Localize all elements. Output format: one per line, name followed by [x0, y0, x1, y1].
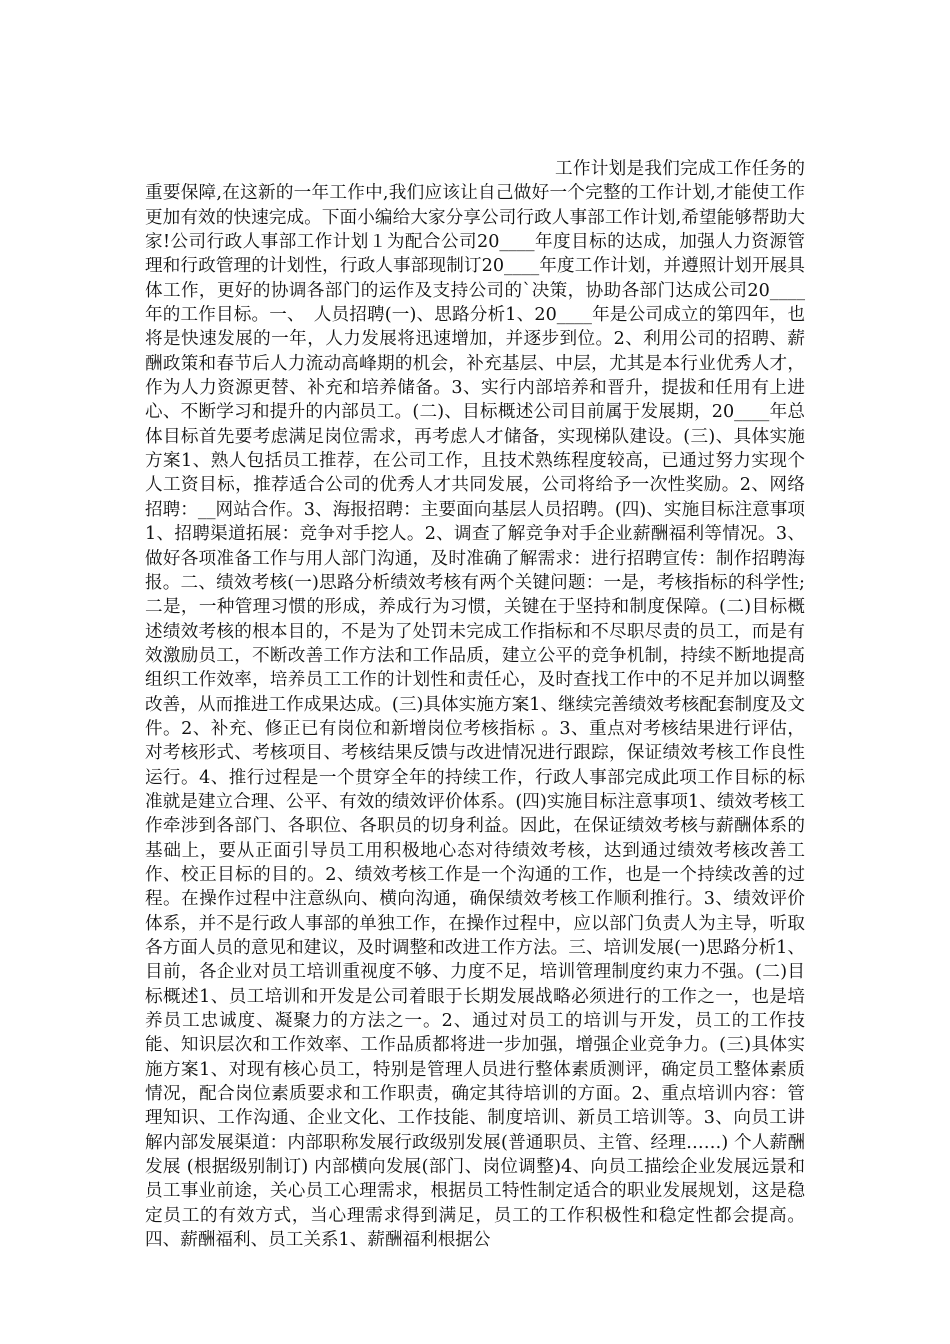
document-body-text: 工作计划是我们完成工作任务的重要保障,在这新的一年工作中,我们应该让自己做好一个完整的工作计划,才能使工作更加有效的快速完成。下面小编给大家分享公司行政人事部工作计划,希望能够帮助大家!公司行政人事部工作计划１为配合公司20____年度目标的达成，加强人力资源管理和行政管理的计划性，行政人事部现制订20____年度工作计划，并遵照计划开展具体工作，更好的协调各部门的运作及支持公司的`决策，协助各部门达成公司20____年的工作目标。一、 人员招聘(一)、思路分析1、20____年是公司成立的第四年，也将是快速发展的一年，人力发展将迅速增加，并逐步到位。2、利用公司的招聘、薪酬政策和春节后人力流动高峰期的机会，补充基层、中层，尤其是本行业优秀人才，作为人力资源更替、补充和培养储备。3、实行内部培养和晋升，提拔和任用有上进心、不断学习和提升的内部员工。(二)、目标概述公司目前属于发展期，20____年总体目标首先要考虑满足岗位需求，再考虑人才储备，实现梯队建设。(三)、具体实施方案1、熟人包括员工推荐，在公司工作，且技术熟练程度较高，已通过努力实现个人工资目标，推荐适合公司的优秀人才共同发展，公司将给予一次性奖励。2、网络招聘：__网站合作。3、海报招聘：主要面向基层人员招聘。(四)、实施目标注意事项 1、招聘渠道拓展：竞争对手挖人。2、调查了解竞争对手企业薪酬福利等情况。3、做好各项准备工作与用人部门沟通，及时准确了解需求：进行招聘宣传：制作招聘海报。二、绩效考核(一)思路分析绩效考核有两个关键问题：一是，考核指标的科学性;二是，一种管理习惯的形成，养成行为习惯，关键在于坚持和制度保障。(二)目标概述绩效考核的根本目的，不是为了处罚未完成工作指标和不尽职尽责的员工，而是有效激励员工，不断改善工作方法和工作品质，建立公平的竞争机制，持续不断地提高组织工作效率，培养员工工作的计划性和责任心，及时查找工作中的不足并加以调整改善，从而推进工作成果达成。(三)具体实施方案1、继续完善绩效考核配套制度及文件。2、补充、修正已有岗位和新增岗位考核指标 。3、重点对考核结果进行评估，对考核形式、考核项目、考核结果反馈与改进情况进行跟踪，保证绩效考核工作良性运行。4、推行过程是一个贯穿全年的持续工作，行政人事部完成此项工作目标的标准就是建立合理、公平、有效的绩效评价体系。(四)实施目标注意事项1、绩效考核工作牵涉到各部门、各职位、各职员的切身利益。因此，在保证绩效考核与薪酬体系的基础上，要从正面引导员工用积极地心态对待绩效考核，达到通过绩效考核改善工作、校正目标的目的。2、绩效考核工作是一个沟通的工作，也是一个持续改善的过程。在操作过程中注意纵向、横向沟通，确保绩效考核工作顺利推行。3、绩效评价体系，并不是行政人事部的单独工作，在操作过程中，应以部门负责人为主导，听取各方面人员的意见和建议，及时调整和改进工作方法。三、培训发展(一)思路分析1、目前，各企业对员工培训重视度不够、力度不足，培训管理制度约束力不强。(二)目标概述1、员工培训和开发是公司着眼于长期发展战略必须进行的工作之一，也是培养员工忠诚度、凝聚力的方法之一。2、通过对员工的培训与开发，员工的工作技能、知识层次和工作效率、工作品质都将进一步加强，增强企业竞争力。(三)具体实施方案1、对现有核心员工，特别是管理人员进行整体素质测评，确定员工整体素质情况，配合岗位素质要求和工作职责，确定其待培训的方面。2、重点培训内容：管理知识、工作沟通、企业文化、工作技能、制度培训、新员工培训等。3、向员工讲解内部发展渠道：内部职称发展行政级别发展(普通职员、主管、经理……) 个人薪酬发展 (根据级别制订) 内部横向发展(部门、岗位调整)4、向员工描绘企业发展远景和员工事业前途，关心员工心理需求，根据员工特性制定适合的职业发展规划，这是稳定员工的有效方式，当心理需求得到满足，员工的工作积极性和稳定性都会提高。四、薪酬福利、员工关系1、薪酬福利根据公 [145, 159, 805, 1251]
